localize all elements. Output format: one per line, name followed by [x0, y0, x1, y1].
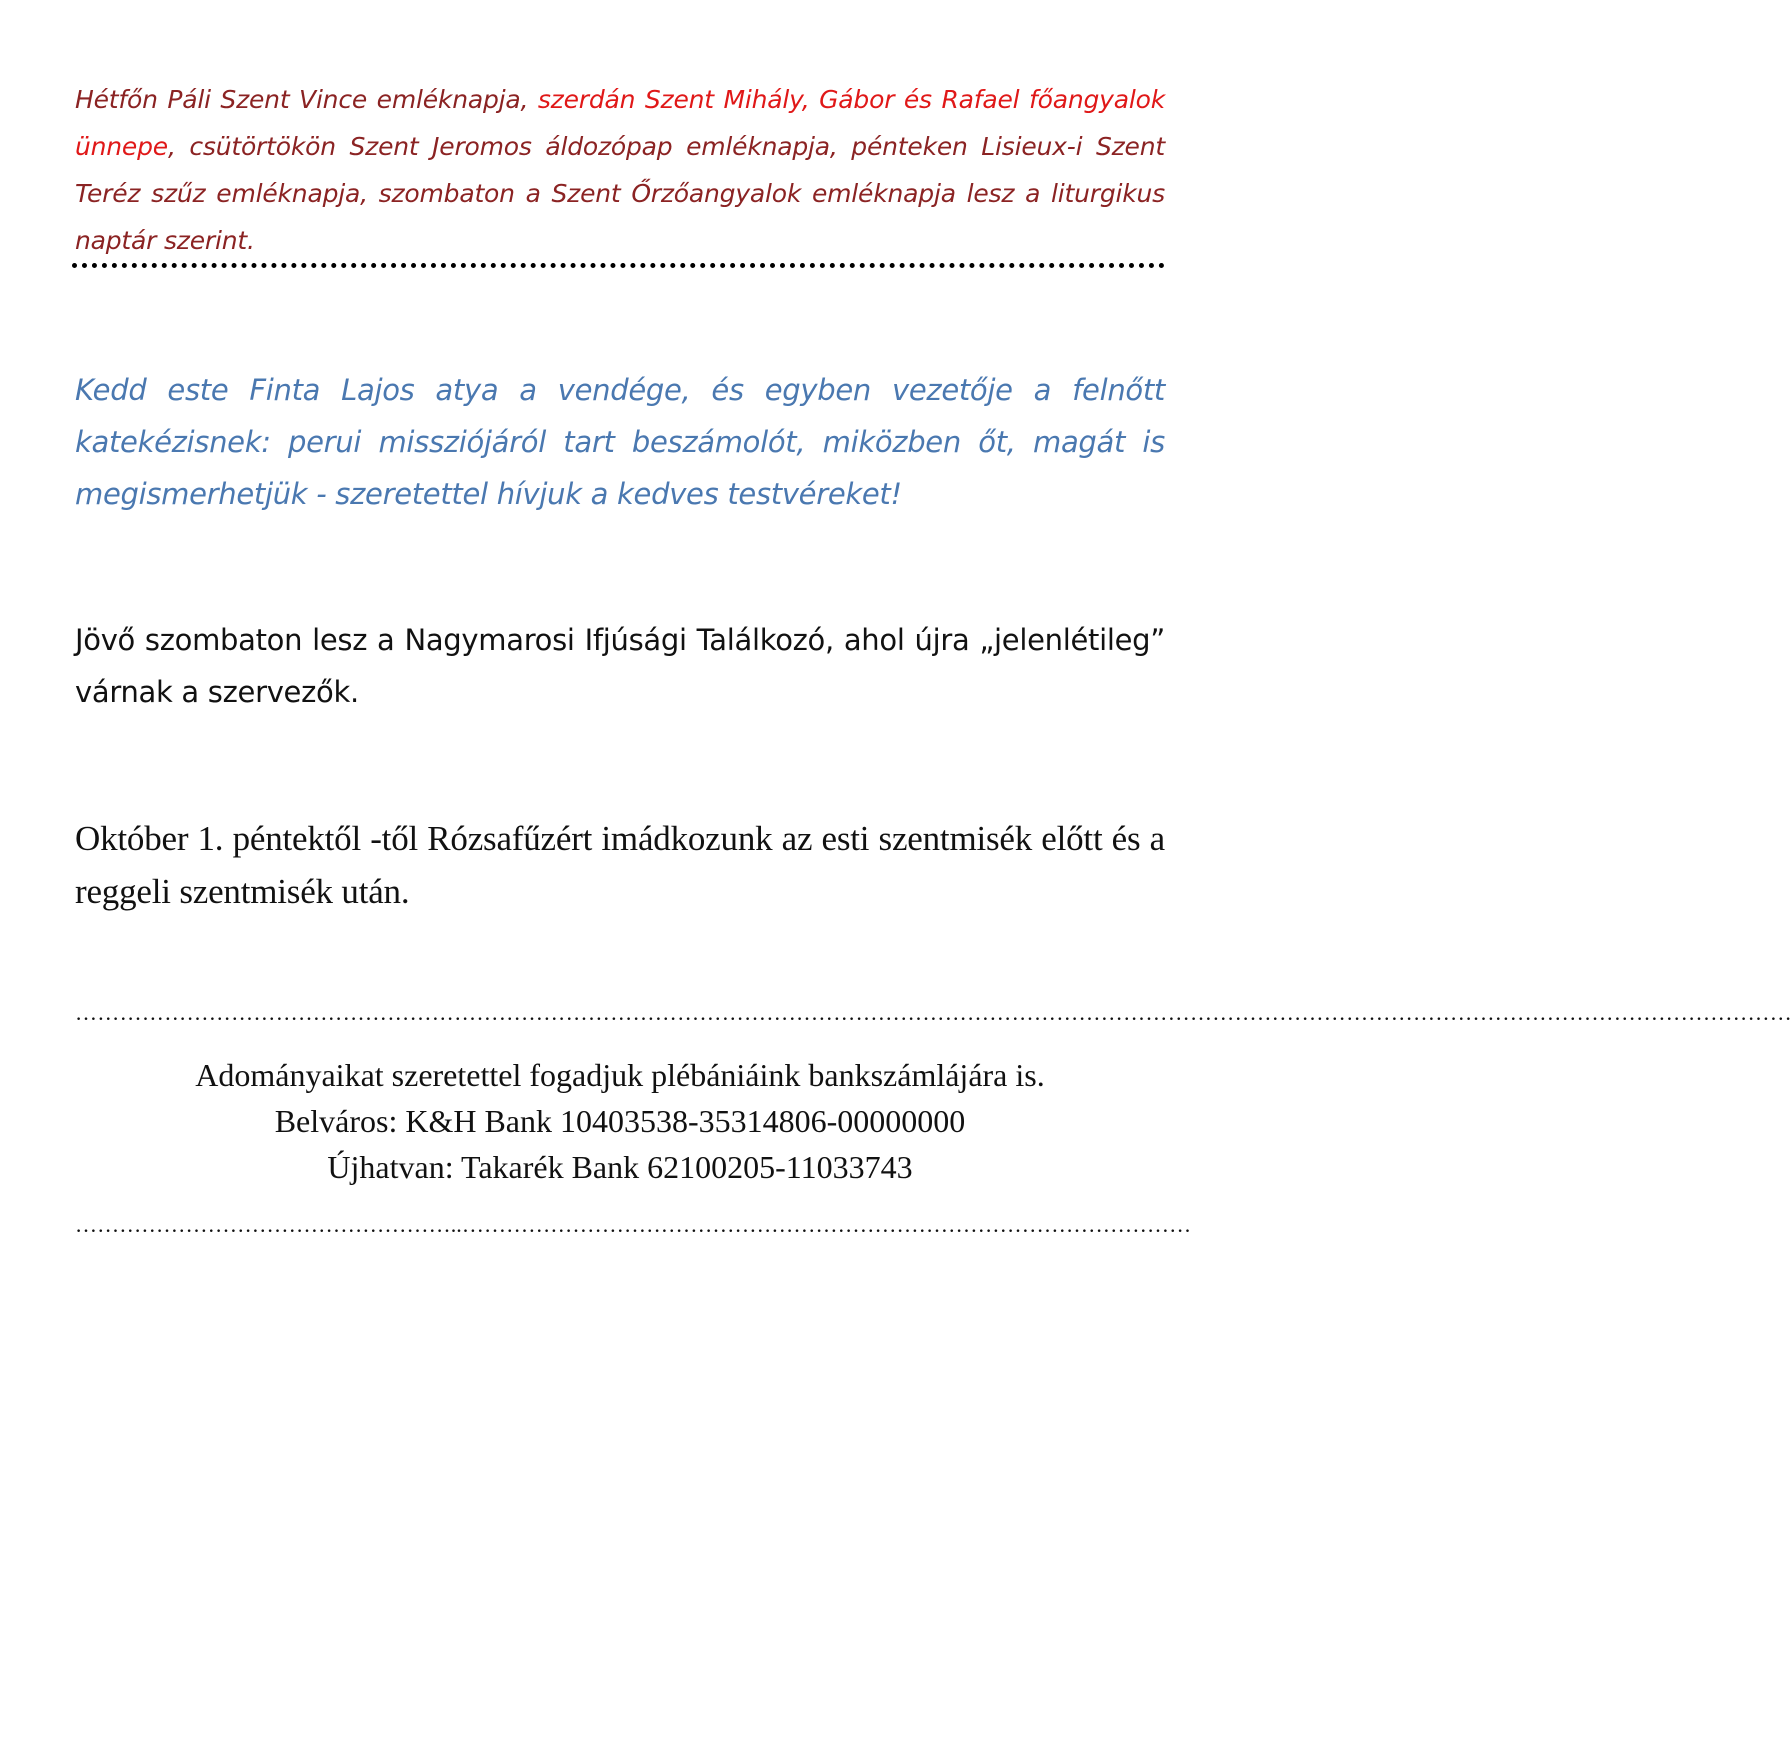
donation-info: [75, 1052, 1165, 1190]
liturgy-text-archangels-highlight: szerdán Szent Mihály, Gábor és Rafael főangyalok ünnepe: [75, 85, 1165, 161]
donation-top-dotted-rule: ……………………………………………………………………………………………………………………………………………………………………………………………………………: [75, 1000, 1792, 1025]
bank-account-belvaros: Belváros: K&H Bank 10403538-35314806-00000000: [274, 1103, 966, 1139]
liturgy-text-rest: , csütörtökön Szent Jeromos áldozópap emléknapja, pénteken Lisieux-i Szent Teréz szűz emléknapja, szombaton a Szent Őrzőangyalok emléknapja lesz a liturgikus naptár szerint.: [75, 132, 1165, 255]
bank-account-ujhatvan: Újhatvan: Takarék Bank 62100205-11033743: [327, 1149, 913, 1185]
rosary-notice: Október 1. péntektől -től Rózsafűzért imádkozunk az esti szentmisék előtt és a reggeli szentmisék után.: [75, 819, 1165, 911]
liturgy-text-monday: Hétfőn Páli Szent Vince emléknapja,: [75, 85, 538, 114]
youth-meeting-notice: Jövő szombaton lesz a Nagymarosi Ifjúsági Találkozó, ahol újra „jelenlétileg” várnak a szervezők.: [75, 623, 1165, 709]
liturgical-calendar-notice: [75, 76, 1165, 264]
donation-intro: Adományaikat szeretettel fogadjuk plébániáink bankszámlájára is.: [195, 1057, 1045, 1093]
dotted-divider: [72, 263, 1165, 268]
catechesis-notice: Kedd este Finta Lajos atya a vendége, és egyben vezetője a felnőtt katekézisnek: perui missziójáról tart beszámolót, miközben őt, magát is megismerhetjük - szeretettel hívjuk a kedves testvéreket!: [75, 373, 1165, 511]
donation-bottom-dotted-rule: ……………………………………………..………………………………………………………………………………………: [75, 1212, 1192, 1237]
